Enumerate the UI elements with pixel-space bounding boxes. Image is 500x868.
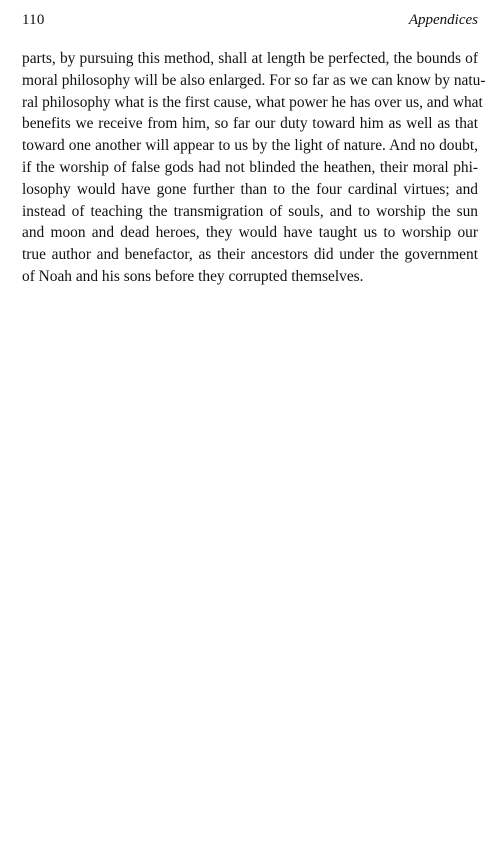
- text-line: benefits we receive from him, so far our duty toward him as well as that: [22, 115, 478, 133]
- text-line: moral philosophy will be also enlarged. For so far as we can know by natu-: [22, 71, 486, 89]
- text-line: toward one another will appear to us by the light of nature. And no doubt,: [22, 137, 478, 155]
- body-paragraph: [22, 48, 486, 288]
- page-number: 110: [22, 12, 45, 28]
- text-line: instead of teaching the transmigration of souls, and to worship the sun: [22, 202, 478, 220]
- running-head: [22, 8, 478, 32]
- text-line: true author and benefactor, as their ancestors did under the government: [22, 246, 478, 264]
- text-line: if the worship of false gods had not blinded the heathen, their moral phi-: [22, 158, 478, 176]
- text-line: ral philosophy what is the first cause, what power he has over us, and what: [22, 93, 483, 111]
- text-line-last: of Noah and his sons before they corrupted themselves.: [22, 267, 364, 285]
- text-line: parts, by pursuing this method, shall at length be perfected, the bounds of: [22, 50, 478, 67]
- text-line: and moon and dead heroes, they would have taught us to worship our: [22, 224, 478, 242]
- section-title: Appendices: [408, 12, 478, 28]
- text-line: losophy would have gone further than to the four cardinal virtues; and: [22, 180, 478, 198]
